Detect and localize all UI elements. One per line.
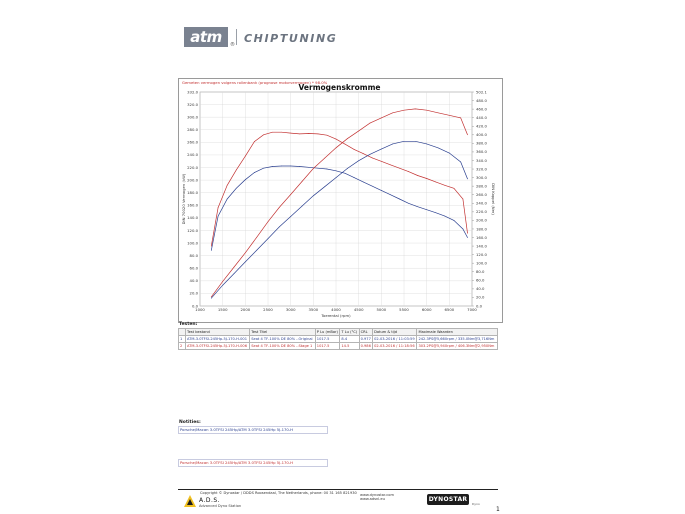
power-data-point [415,109,416,110]
torque-data-point [254,172,255,173]
torque-data-point [467,233,468,234]
power-data-point [302,206,303,207]
y-left-tick-label: 80.0 [189,252,198,258]
power-data-point [222,281,223,282]
row-file: ATM-3.0TFSI-245Hp-5J-170-H-006 [186,343,250,350]
torque-data-point [363,153,364,154]
row-file: ATM-3.0TFSI-245Hp-5J-170-H-001 [186,336,250,343]
atm-logo: atm [184,27,228,47]
torque-data-point [417,175,418,176]
torque-data-point [245,156,246,157]
y-left-tick-label: 300.0 [187,114,198,120]
power-data-point [347,168,348,169]
y-right-tick-label: 40.0 [476,286,485,292]
x-tick-label: 5000 [376,307,387,312]
power-data-point [279,227,280,228]
torque-data-point [272,132,273,133]
row-crl: 0.977 [360,337,371,341]
y-right-tick-label: 80.0 [476,269,485,275]
y-left-axis-label: DIN 70020 Vermogen (kW) [181,173,186,225]
power-data-point [449,153,450,154]
y-left-tick-label: 0.0 [191,303,198,309]
torque-data-point [463,229,464,230]
torque-data-point [254,141,255,142]
torque-data-point [381,161,382,162]
torque-data-point [318,134,319,135]
y-left-tick-label: 120.0 [187,227,198,233]
y-right-tick-label: 140.0 [476,243,487,249]
table-row[interactable] [179,336,498,343]
y-right-tick-label: 320.0 [476,166,487,172]
y-left-tick-label: 60.0 [189,265,198,271]
power-data-point [426,144,427,145]
power-data-point [268,238,269,239]
y-right-tick-label: 60.0 [476,277,485,283]
y-right-tick-label: 360.0 [476,149,487,155]
torque-data-point [308,167,309,168]
y-left-tick-label: 40.0 [189,278,198,284]
page-number: 1 [496,506,500,513]
row-date: 02-03-2016 / 11:03:59 [373,336,417,343]
x-tick-label: 2500 [263,307,273,312]
power-data-point [370,123,371,124]
power-data-point [324,158,325,159]
y-left-tick-label: 100.0 [187,240,198,246]
power-data-point [313,168,314,169]
row-max: 242.3PS@5,660rpm / 335.0Nm@3,716Nm [417,336,498,343]
tests-header-row [179,329,498,336]
x-tick-label: 1000 [195,307,205,312]
tests-table [178,328,498,350]
torque-data-point [454,188,455,189]
table-row[interactable] [179,343,498,350]
row-temp: 14.5 [340,343,359,350]
tests-header-file: Test bestand [186,329,250,336]
torque-data-point [435,212,436,213]
row-pressure: 1017.5 [315,343,340,350]
power-data-point [211,298,212,299]
power-data-point [279,207,280,208]
row-title: Seat 4 TF-100% DE 80% ..Stage 1 [250,343,316,350]
torque-data-point [372,186,373,187]
y-right-tick-label: 380.0 [476,140,487,146]
power-data-point [313,195,314,196]
torque-data-point [435,182,436,183]
torque-data-point [327,135,328,136]
y-left-tick-label: 180.0 [187,190,198,196]
torque-data-point [299,166,300,167]
row-index: 1 [179,336,186,343]
torque-data-point [426,178,427,179]
torque-data-point [390,194,391,195]
torque-data-point [236,188,237,189]
power-data-point [438,112,439,113]
y-right-tick-label: 300.0 [476,174,487,180]
y-right-tick-label: 0.0 [476,303,483,309]
x-tick-label: 3500 [308,307,319,312]
website-link[interactable]: www.dynostar.com [360,493,394,497]
power-data-point [336,177,337,178]
torque-data-point [318,168,319,169]
torque-data-point [408,171,409,172]
torque-data-point [245,179,246,180]
brand-text: CHIPTUNING [244,32,338,45]
power-data-point [460,162,461,163]
notes-label: Notities: [179,420,201,425]
y-right-tick-label: 340.0 [476,157,487,163]
y-right-tick-label: 220.0 [476,209,487,215]
row-crl: 0.986 [360,344,371,348]
torque-data-point [408,203,409,204]
power-data-point [211,297,212,298]
torque-data-point [272,166,273,167]
ads-logo-icon [183,494,197,508]
power-data-point [438,147,439,148]
power-data-point [347,138,348,139]
y-right-tick-label: 240.0 [476,200,487,206]
y-right-tick-label: 160.0 [476,234,487,240]
x-tick-label: 3000 [285,307,296,312]
torque-data-point [299,134,300,135]
y-left-tick-label: 200.0 [187,177,198,183]
power-data-point [392,144,393,145]
torque-data-point [281,166,282,167]
torque-data-point [463,199,464,200]
x-tick-label: 6000 [421,307,432,312]
torque-data-point [290,166,291,167]
y-left-tick-label: 160.0 [187,202,198,208]
tests-header-index [179,329,186,336]
y-right-tick-label: 502.1 [476,89,487,95]
tests-header-max: Maximale Waarden [417,329,498,336]
power-data-point [467,179,468,180]
y-left-tick-label: 20.0 [189,290,198,296]
power-data-point [415,141,416,142]
row-max: 303.2PS@5,940rpm / 406.3Nm@2,950Nm [417,343,498,350]
torque-data-point [345,173,346,174]
registered-mark: ® [230,42,235,48]
tests-header-crl: CRL [359,329,373,336]
tests-header-pressure: P Lu (mBar) [316,330,338,334]
torque-data-point [399,168,400,169]
torque-data-point [211,250,212,251]
torque-data-point [218,216,219,217]
note-field-original[interactable]: Porsche/Macan 3.0TFSI 245Hp/ATM 3.0TFSI 245Hp 5J-170-H [178,426,328,434]
power-data-point [370,154,371,155]
y-right-tick-label: 180.0 [476,226,487,232]
y-right-tick-label: 20.0 [476,294,485,300]
row-pressure: 1017.5 [315,336,340,343]
power-data-point [336,147,337,148]
ads-subtitle: Advanced Dyno Station [199,504,242,508]
y-left-tick-label: 320.0 [187,101,198,107]
tests-header-temp: T Lu (°C) [341,330,358,334]
y-left-tick-label: 280.0 [187,127,198,133]
torque-data-point [354,177,355,178]
power-data-point [222,285,223,286]
torque-data-point [227,199,228,200]
power-data-point [302,181,303,182]
torque-data-point [218,207,219,208]
power-data-point [324,186,325,187]
torque-data-point [336,139,337,140]
x-tick-label: 4000 [331,307,341,312]
torque-data-point [336,170,337,171]
y-right-tick-label: 100.0 [476,260,487,266]
torque-data-point [363,182,364,183]
y-left-tick-label: 260.0 [187,139,198,145]
torque-data-point [308,133,309,134]
note-field-stage1[interactable]: Porsche/Macan 3.0TFSI 245Hp/ATM 3.0TFSI 245Hp 5J-170-H [178,459,328,467]
torque-data-point [399,199,400,200]
power-data-point [234,267,235,268]
logo-divider [236,29,237,45]
power-data-point [449,115,450,116]
y-left-tick-label: 240.0 [187,152,198,158]
y-right-tick-label: 280.0 [476,183,487,189]
y-right-tick-label: 440.0 [476,114,487,120]
power-data-point [426,110,427,111]
torque-data-point [290,133,291,134]
y-left-tick-label: 220.0 [187,164,198,170]
y-left-tick-label: 140.0 [187,215,198,221]
torque-data-point [327,169,328,170]
torque-data-point [281,132,282,133]
row-title: Seat 4 TF-100% DE 80% ..Original [250,336,316,343]
power-data-point [460,118,461,119]
tests-label: Testen: [179,322,198,327]
power-data-point [268,221,269,222]
copyright-text: Copyright © Dynostar / DDDS Roosendaal, The Netherlands, phone: 00 31 165 821930 [200,491,357,495]
power-data-point [404,141,405,142]
power-data-point [256,250,257,251]
power-data-point [245,252,246,253]
y-right-tick-label: 400.0 [476,132,487,138]
x-axis-label: Toerental (rpm) [321,313,351,318]
torque-data-point [381,190,382,191]
x-tick-label: 5500 [399,307,409,312]
row-index: 2 [179,343,186,350]
ads-name: A.D.S. [199,497,221,504]
dyno-chart [178,78,502,322]
torque-data-point [417,206,418,207]
power-data-point [290,216,291,217]
tests-header-title: Test Titel [250,329,316,336]
x-tick-label: 1500 [217,307,228,312]
power-data-point [358,131,359,132]
power-data-point [381,149,382,150]
torque-data-point [454,220,455,221]
torque-data-point [211,246,212,247]
dynostar-subtitle: Dyno [472,502,480,506]
y-right-tick-label: 420.0 [476,123,487,129]
chart-note: Gemeten vermogen volgens rollenbank (prognose motorvermogen) * 98.0% [182,80,328,85]
power-data-point [467,134,468,135]
row-temp: 8.4 [340,336,359,343]
torque-data-point [345,144,346,145]
power-data-point [392,112,393,113]
power-data-point [256,237,257,238]
y-right-tick-label: 120.0 [476,251,487,257]
torque-data-point [444,216,445,217]
x-tick-label: 2000 [240,307,251,312]
power-data-point [290,194,291,195]
dynostar-logo: DYNOSTAR [428,496,468,503]
power-data-point [381,118,382,119]
torque-data-point [263,168,264,169]
tests-header-date: Datum & tijd [373,329,417,336]
torque-data-point [426,209,427,210]
torque-data-point [372,158,373,159]
y-right-tick-label: 260.0 [476,192,487,198]
y-left-tick-label: 332.0 [187,89,198,95]
power-data-point [245,262,246,263]
x-tick-label: 7000 [467,307,477,312]
torque-data-point [354,149,355,150]
power-data-point [358,160,359,161]
torque-data-point [390,164,391,165]
x-tick-label: 4500 [353,307,364,312]
torque-data-point [236,170,237,171]
power-data-point [234,273,235,274]
y-right-tick-label: 200.0 [476,217,487,223]
y-right-tick-label: 460.0 [476,106,487,112]
torque-data-point [444,185,445,186]
torque-data-point [227,185,228,186]
row-date: 02-03-2016 / 11:18:56 [373,343,417,350]
torque-data-point [263,134,264,135]
power-data-point [404,110,405,111]
y-right-axis-label: DIN Koppel (Nm) [491,183,496,215]
website-link-2[interactable]: www.adsnl.eu [360,497,385,501]
torque-data-point [467,237,468,238]
footer-divider [178,489,498,490]
x-tick-label: 6500 [444,307,455,312]
y-right-tick-label: 480.0 [476,97,487,103]
chart-title: Vermogenskromme [298,83,381,92]
